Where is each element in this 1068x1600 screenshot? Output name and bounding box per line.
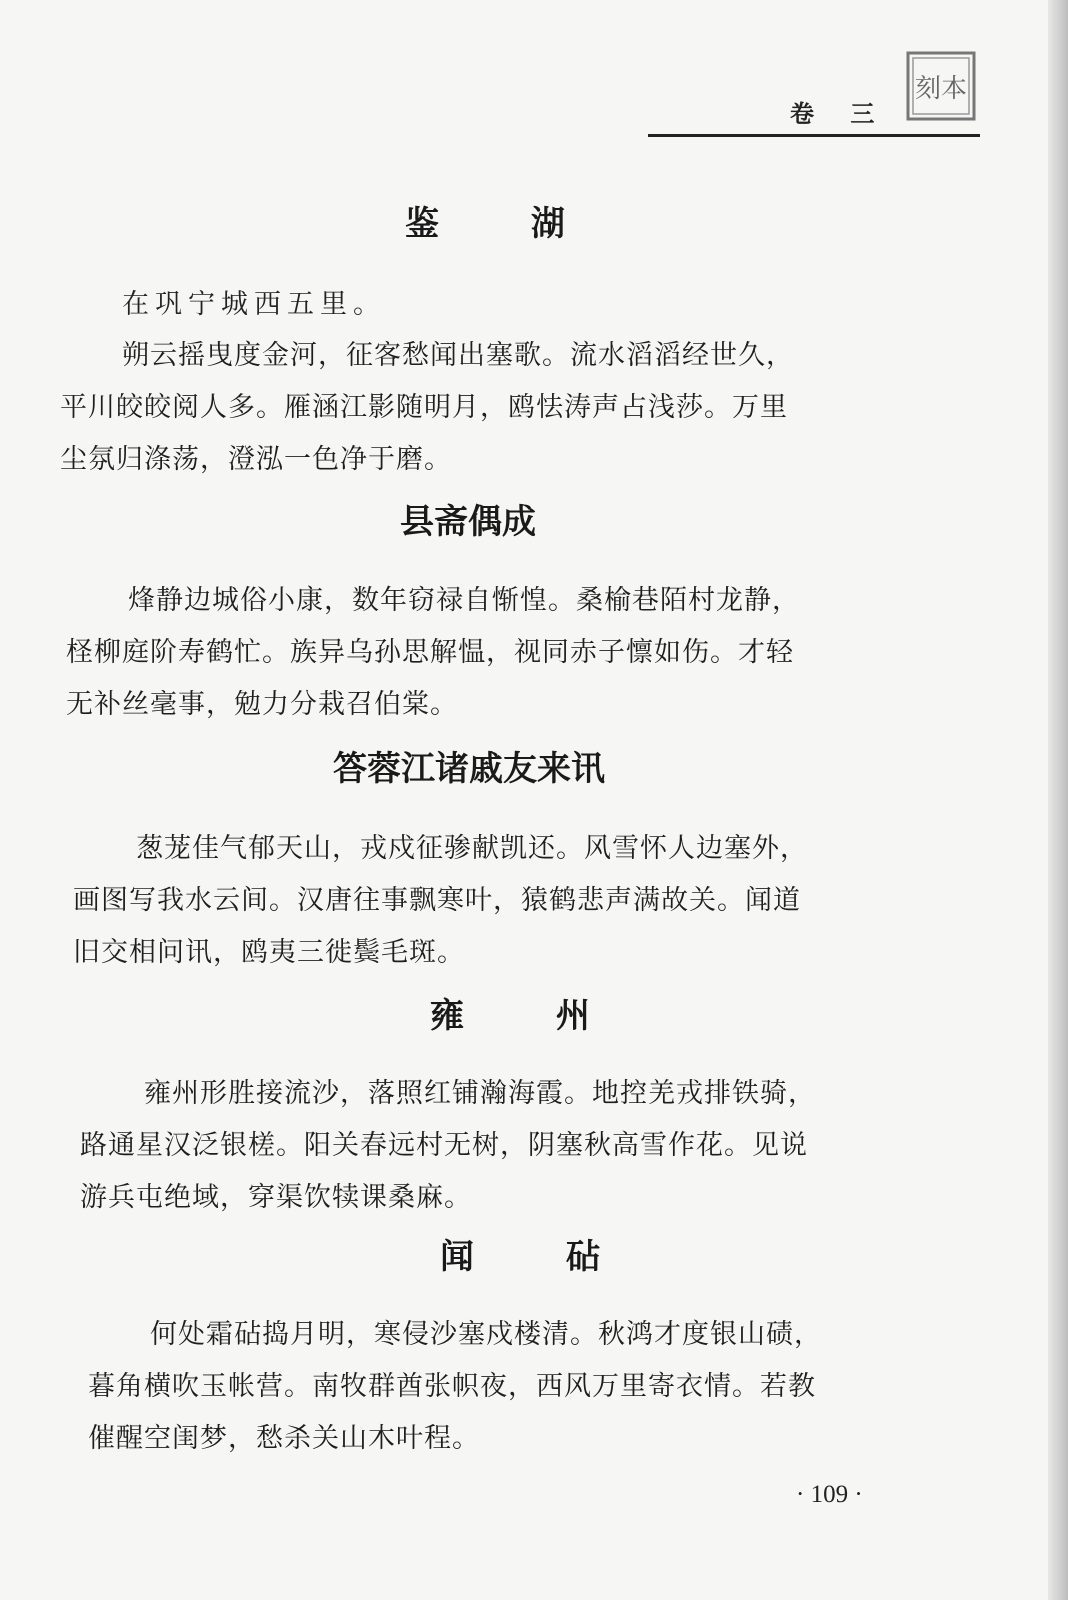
poem-line: 柽柳庭阶寿鹤忙。族异乌孙思解愠，视同赤子懔如伤。才轻 <box>66 637 794 668</box>
poem-title: 县斋偶成 <box>400 502 536 542</box>
poem-line: 葱茏佳气郁天山，戎戍征骖献凯还。风雪怀人边塞外， <box>136 833 808 864</box>
poem-line: 催醒空闺梦，愁杀关山木叶程。 <box>88 1423 480 1454</box>
poem-line: 暮角横吹玉帐营。南牧群酋张帜夜，西风万里寄衣情。若教 <box>88 1371 816 1402</box>
page-number: · 109 · <box>796 1481 863 1508</box>
poem-line: 何处霜砧捣月明，寒侵沙塞戍楼清。秋鸿才度银山碛， <box>150 1319 822 1350</box>
running-head: 卷 三 <box>790 99 889 128</box>
seal-stamp <box>905 50 977 122</box>
header-rule <box>648 134 980 137</box>
poem-title: 闻 砧 <box>440 1237 640 1277</box>
poem-line: 旧交相问讯，鸥夷三徙鬓毛斑。 <box>73 937 465 968</box>
poem-line: 画图写我水云间。汉唐往事飘寒叶，猿鹤悲声满故关。闻道 <box>73 885 801 916</box>
poem-line: 雍州形胜接流沙，落照红铺瀚海霞。地控羌戎排铁骑， <box>144 1078 816 1109</box>
poem-note: 在巩宁城西五里。 <box>122 289 386 320</box>
poem-line: 烽静边城俗小康，数年窃禄自惭惶。桑榆巷陌村龙静， <box>128 585 800 616</box>
poem-line: 尘氛归涤荡，澄泓一色净于磨。 <box>60 444 452 475</box>
poem-title: 雍 州 <box>430 996 630 1036</box>
poem-title: 鉴 湖 <box>405 204 605 244</box>
poem-title: 答蓉江诸戚友来讯 <box>333 749 605 789</box>
poem-line: 朔云摇曳度金河，征客愁闻出塞歌。流水滔滔经世久， <box>122 340 794 371</box>
page-edge-shadow <box>1048 0 1068 1600</box>
poem-line: 路通星汉泛银槎。阳关春远村无树，阴塞秋高雪作花。见说 <box>80 1130 808 1161</box>
poem-line: 游兵屯绝域，穿渠饮犊课桑麻。 <box>80 1182 472 1213</box>
poem-line: 平川皎皎阅人多。雁涵江影随明月，鸥怯涛声占浅莎。万里 <box>60 392 788 423</box>
poem-line: 无补丝毫事，勉力分栽召伯棠。 <box>66 689 458 720</box>
page-number-value: 109 <box>810 1481 849 1508</box>
svg-text:刻本: 刻本 <box>914 74 968 104</box>
